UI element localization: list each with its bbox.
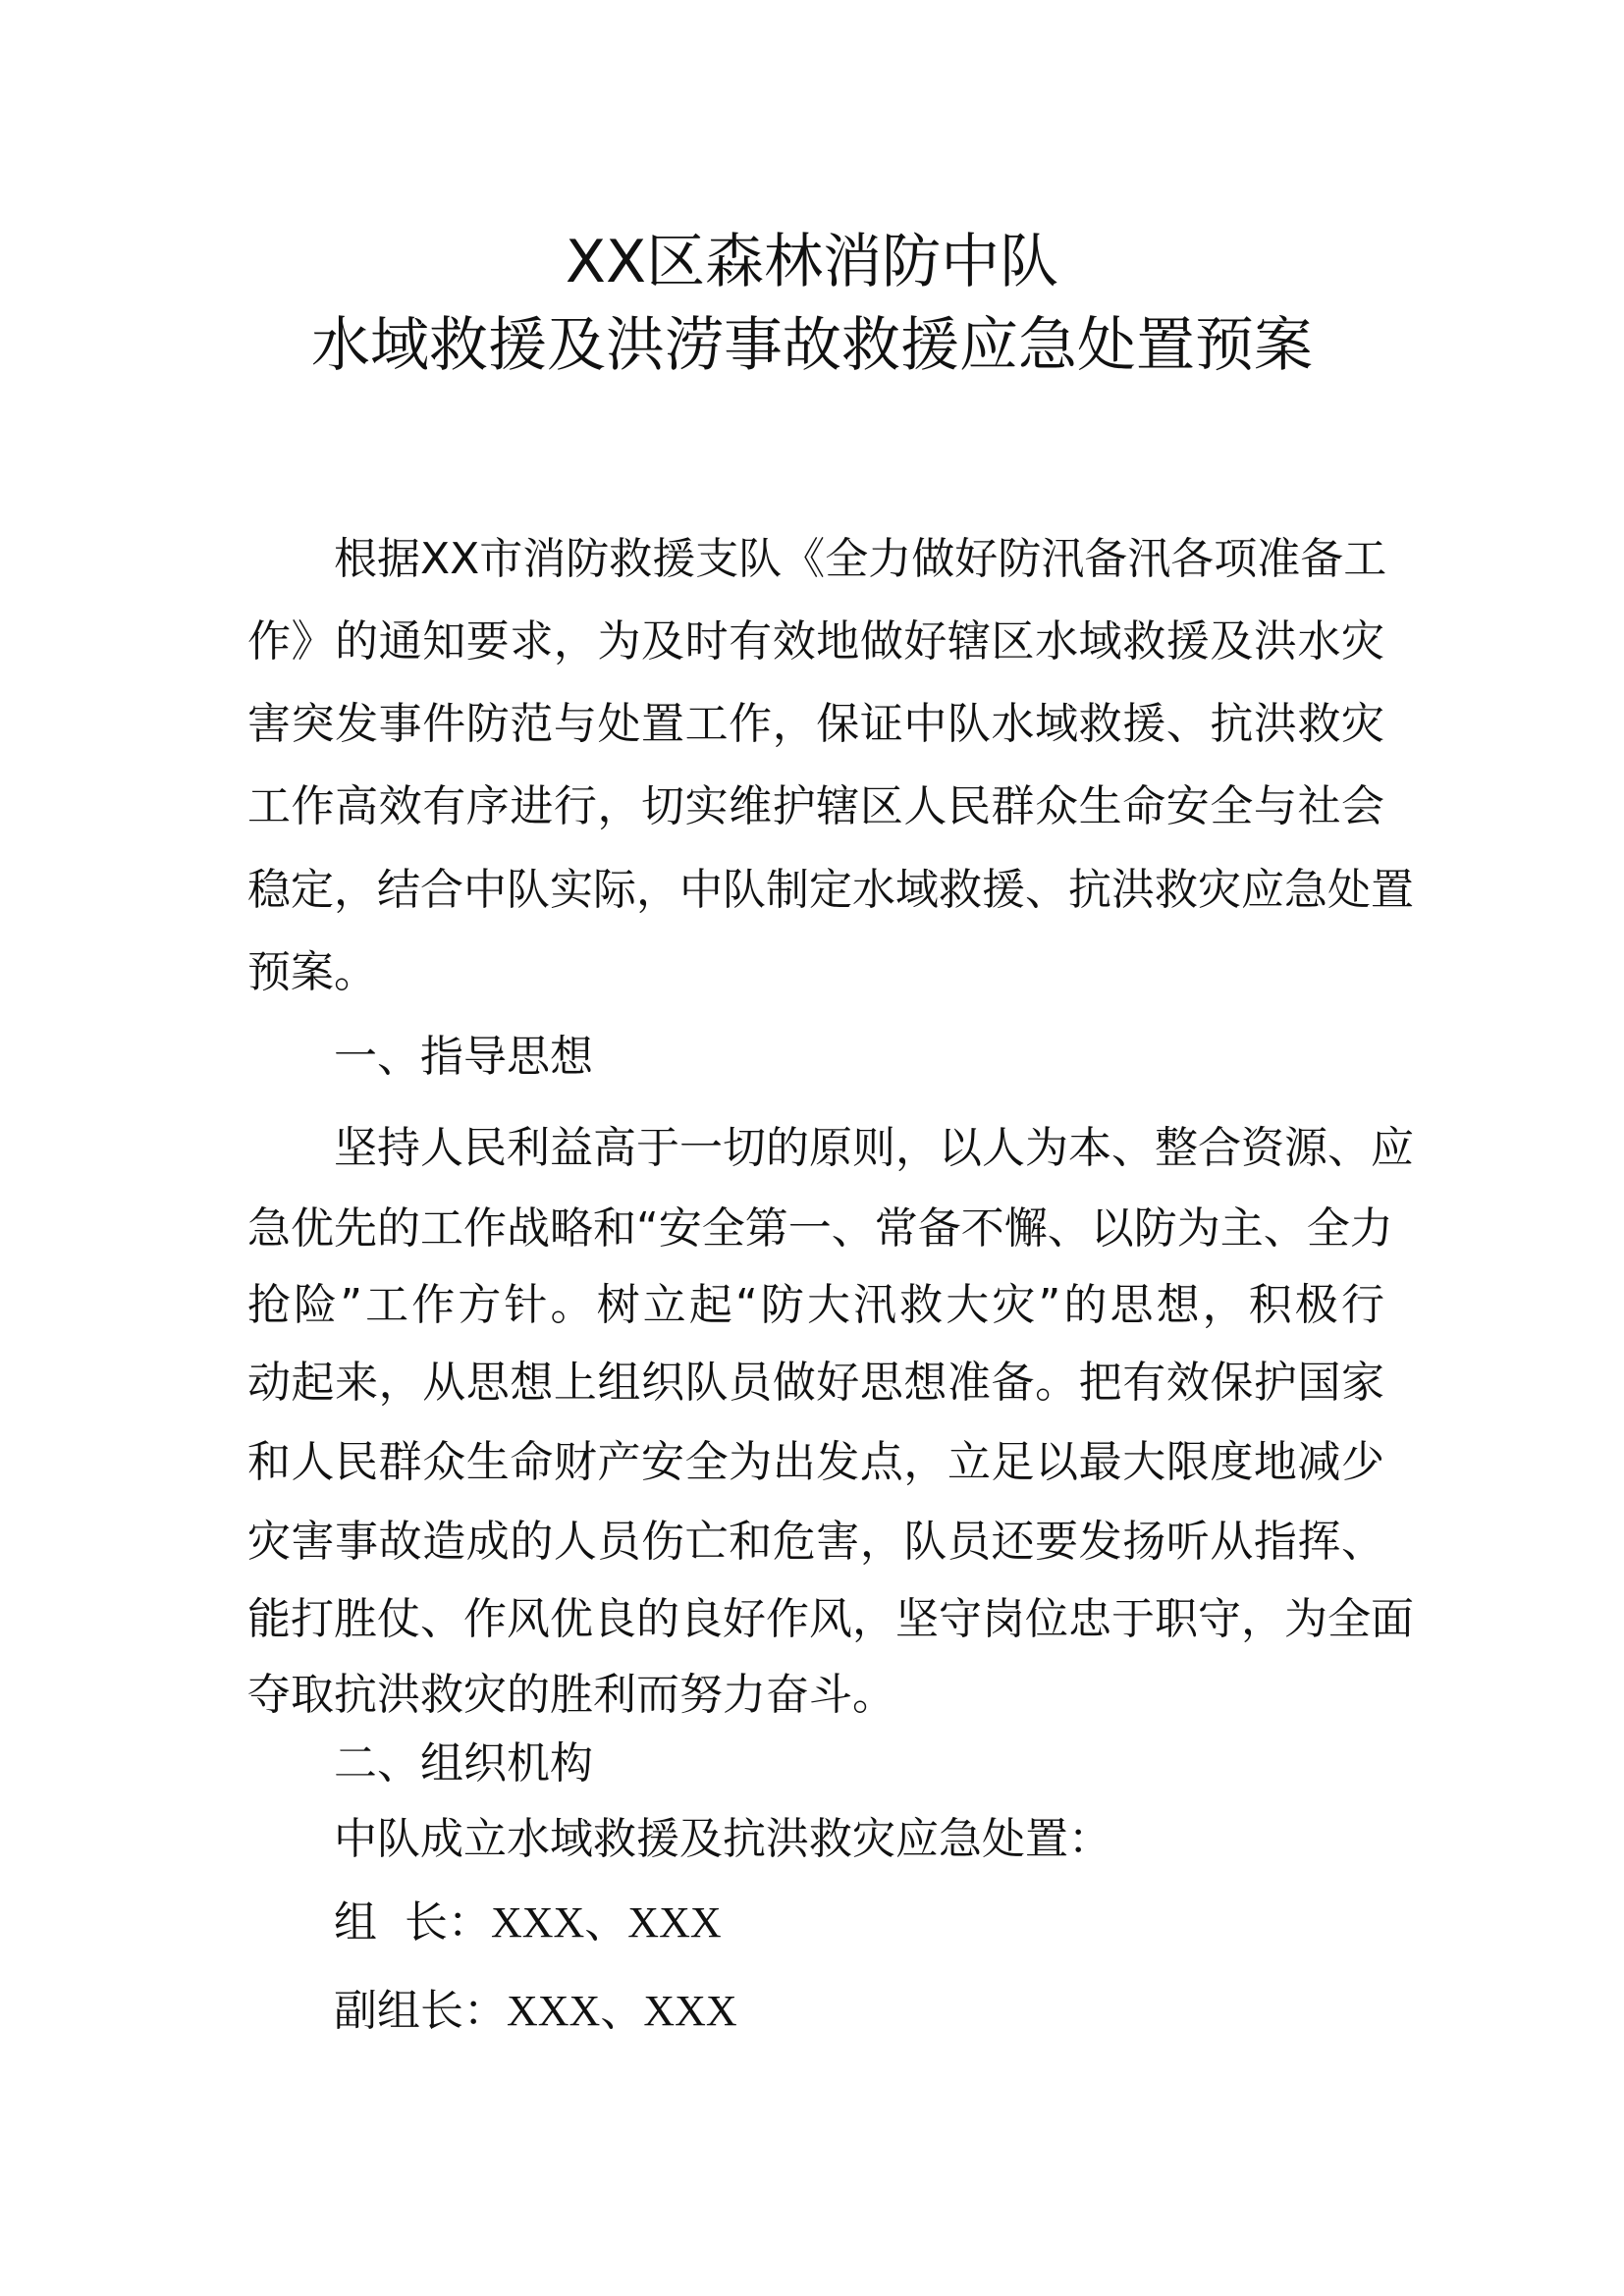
paragraph-line: 夺取抗洪救灾的胜利而努力奋斗。	[247, 1670, 895, 1720]
paragraph-line: 稳定，结合中队实际，中队制定水域救援、抗洪救灾应急处置	[247, 865, 1414, 915]
paragraph-line: 坚持人民利益高于一切的原则，以人为本、整合资源、应	[334, 1123, 1414, 1173]
paragraph-line: 抢险”工作方针。树立起“防大汛救大灾”的思想，积极行	[247, 1280, 1384, 1330]
paragraph-line: 作》的通知要求，为及时有效地做好辖区水域救援及洪水灾	[247, 616, 1384, 667]
title-line-2: 水域救援及洪涝事故救援应急处置预案	[311, 311, 1313, 380]
section-heading-2: 二、组织机构	[334, 1738, 593, 1789]
paragraph-line: 动起来，从思想上组织队员做好思想准备。把有效保护国家	[247, 1358, 1384, 1408]
deputy-label: 副组长：	[334, 1986, 507, 2036]
leader-row	[334, 1894, 1384, 1952]
organization-intro: 中队成立水域救援及抗洪救灾应急处置：	[334, 1814, 1111, 1864]
leader-names: XXX、XXX	[490, 1898, 722, 1947]
paragraph-line: 能打胜仗、作风优良的良好作风，坚守岗位忠于职守，为全面	[247, 1594, 1414, 1644]
paragraph-line: 工作高效有序进行，切实维护辖区人民群众生命安全与社会	[247, 781, 1384, 831]
paragraph-line: 和人民群众生命财产安全为出发点，立足以最大限度地减少	[247, 1437, 1384, 1487]
paragraph-line: 灾害事故造成的人员伤亡和危害，队员还要发扬听从指挥、	[247, 1517, 1384, 1567]
leader-label: 组 长：	[334, 1897, 491, 1948]
paragraph-line: 根据XX市消防救援支队《全力做好防汛备汛各项准备工	[334, 534, 1387, 584]
deputy-names: XXX、XXX	[507, 1987, 737, 2035]
paragraph-line: 害突发事件防范与处置工作，保证中队水域救援、抗洪救灾	[247, 699, 1384, 749]
section-heading-1: 一、指导思想	[334, 1032, 593, 1082]
deputy-leader-row	[334, 1982, 1384, 2041]
paragraph-line: 预案。	[247, 947, 377, 997]
title-line-1: XX区森林消防中队	[565, 228, 1059, 296]
paragraph-line: 急优先的工作战略和“安全第一、常备不懈、以防为主、全力	[247, 1203, 1393, 1254]
